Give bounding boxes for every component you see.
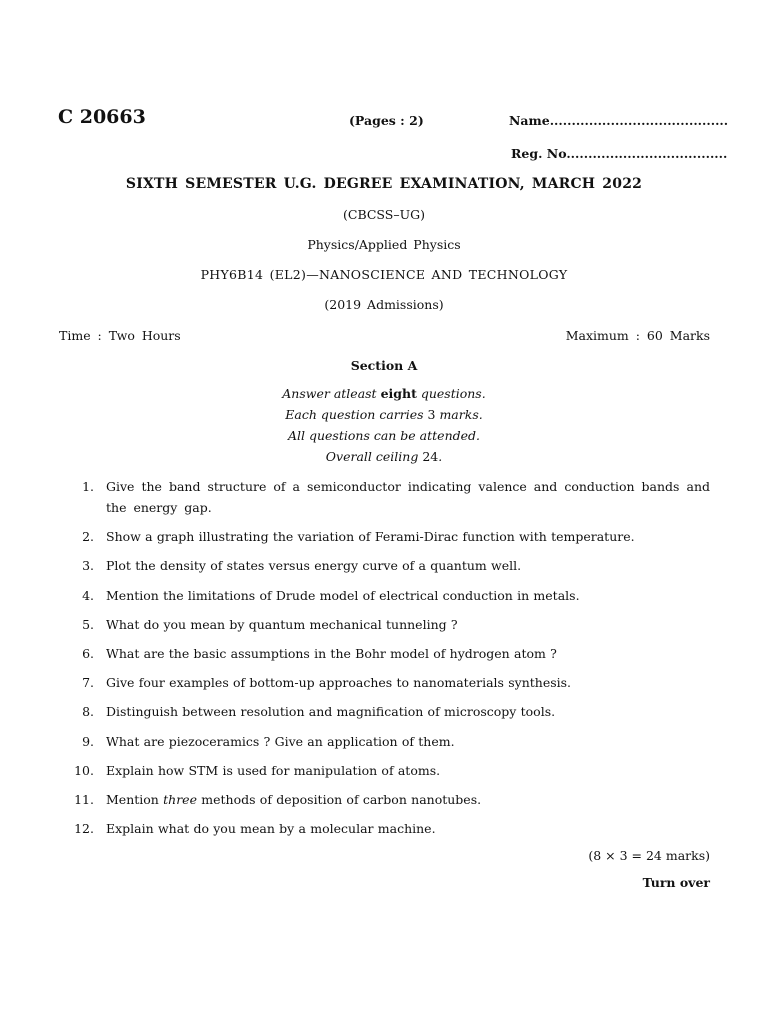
admissions-year: (2019 Admissions): [324, 297, 444, 312]
question-number: 11.: [74, 791, 94, 807]
section-title: Section A: [350, 358, 418, 373]
question-number: 9.: [82, 733, 94, 749]
maximum-marks: Maximum : 60 Marks: [565, 328, 710, 343]
page-count: (Pages : 2): [349, 113, 424, 128]
instruction-all-attend: All questions can be attended.: [287, 428, 481, 443]
register-number-line: Reg. No.....................................: [511, 146, 728, 161]
question-item: [58, 760, 710, 781]
instruction-marks-each: Each question carries 3 marks.: [285, 407, 483, 422]
section-marks-total: (8 × 3 = 24 marks): [588, 848, 710, 863]
question-text: What are piezoceramics ? Give an application of them.: [106, 733, 455, 749]
question-item: [58, 585, 710, 606]
paper-code: C 20663: [58, 106, 146, 128]
question-item: [58, 476, 710, 518]
question-number: 1.: [82, 479, 94, 494]
question-list: [58, 476, 710, 847]
instruction-ceiling: Overall ceiling 24.: [325, 449, 443, 464]
question-text: Explain what do you mean by a molecular machine.: [106, 821, 436, 837]
question-item: [58, 701, 710, 722]
exam-subject: Physics/Applied Physics: [307, 237, 461, 252]
question-text: Give four examples of bottom-up approaches to nanomaterials synthesis.: [106, 675, 572, 691]
course-title: PHY6B14 (EL2)—NANOSCIENCE AND TECHNOLOGY: [200, 267, 568, 282]
question-number: 3.: [82, 558, 94, 574]
exam-title: SIXTH SEMESTER U.G. DEGREE EXAMINATION, MARCH 2022: [125, 176, 643, 192]
instruction-answer-count: Answer atleast eight questions.: [282, 386, 486, 401]
question-number: 6.: [82, 645, 94, 661]
question-text: Show a graph illustrating the variation of Ferami-Dirac function with temperature.: [106, 529, 635, 545]
question-item: [58, 789, 710, 810]
question-item: [58, 731, 710, 752]
question-number: 8.: [82, 704, 94, 720]
question-text: Distinguish between resolution and magnification of microscopy tools.: [106, 704, 556, 720]
question-text: Mention the limitations of Drude model of electrical conduction in metals.: [106, 587, 580, 603]
question-item: [58, 614, 710, 635]
question-item: [58, 672, 710, 693]
question-number: 12.: [74, 821, 94, 837]
question-text: Give the band structure of a semiconductor indicating valence and conduction bands and the energy gap.: [106, 479, 710, 515]
time-allowed: Time : Two Hours: [59, 328, 181, 343]
question-number: 4.: [82, 587, 94, 603]
candidate-name-line: Name.........................................: [509, 113, 729, 128]
exam-scheme: (CBCSS–UG): [343, 207, 425, 222]
question-item: [58, 526, 710, 547]
question-text: What are the basic assumptions in the Bohr model of hydrogen atom ?: [106, 645, 557, 661]
question-item: [58, 555, 710, 576]
turn-over-note: Turn over: [642, 875, 710, 890]
question-number: 7.: [82, 675, 94, 691]
question-number: 2.: [82, 529, 94, 545]
question-item: [58, 818, 710, 839]
question-text: Mention three methods of deposition of carbon nanotubes.: [106, 791, 482, 807]
question-text: What do you mean by quantum mechanical tunneling ?: [106, 616, 458, 632]
question-number: 5.: [82, 616, 94, 632]
question-item: [58, 643, 710, 664]
question-number: 10.: [74, 762, 94, 778]
question-text: Plot the density of states versus energy curve of a quantum well.: [106, 558, 522, 574]
question-text: Explain how STM is used for manipulation of atoms.: [106, 762, 441, 778]
